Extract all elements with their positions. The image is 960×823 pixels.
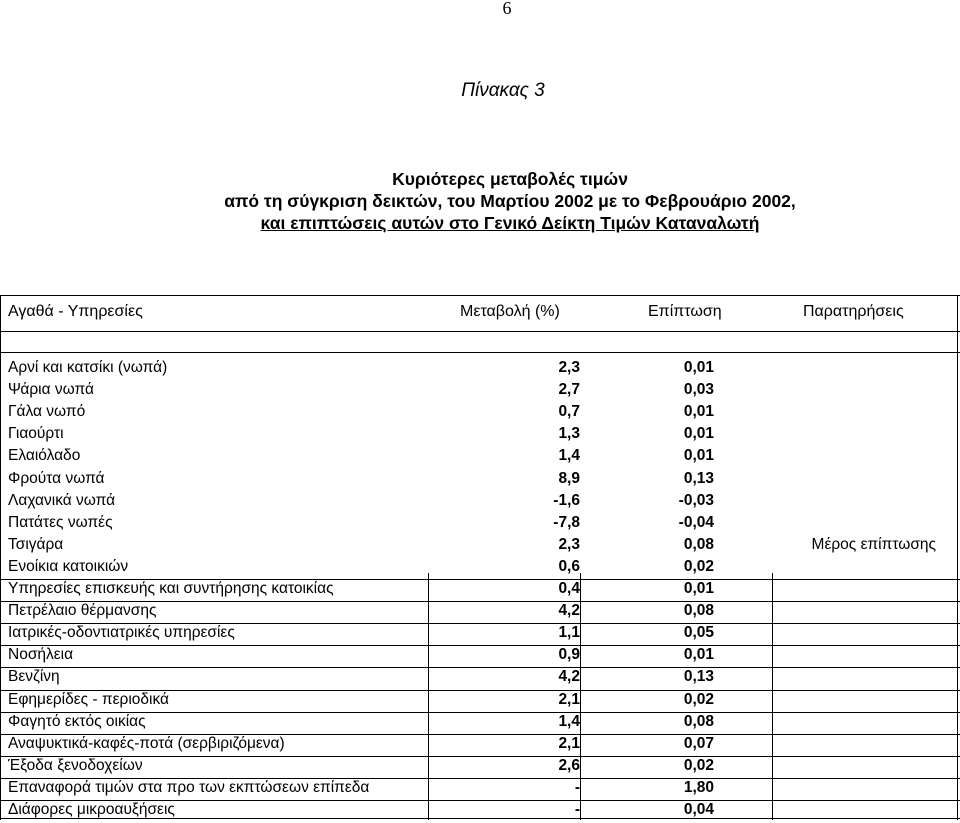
row-item-name: Πατάτες νωπές	[8, 513, 113, 531]
row-change: 0,9	[558, 646, 580, 664]
row-impact: 0,02	[683, 756, 714, 774]
table-row	[0, 713, 960, 735]
row-item-name: Αναψυκτικά-καφές-ποτά (σερβιριζόμενα)	[8, 734, 285, 752]
row-impact: 0,01	[683, 425, 714, 443]
row-change: -	[574, 801, 580, 818]
row-item-name: Φαγητό εκτός οικίας	[8, 712, 146, 730]
row-impact: 0,02	[683, 690, 714, 708]
row-impact: 0,01	[683, 447, 714, 465]
table-row	[0, 735, 960, 757]
table-row	[0, 447, 960, 469]
row-change: 0,4	[558, 580, 580, 597]
row-change: 2,3	[558, 535, 580, 553]
row-impact: 1,80	[683, 778, 714, 796]
row-impact: 0,01	[683, 580, 714, 597]
header-impact: Επίπτωση	[648, 303, 722, 320]
table-row	[0, 470, 960, 492]
row-impact: 0,08	[683, 535, 714, 553]
row-item-name: Πετρέλαιο θέρμανσης	[8, 602, 157, 620]
row-change: -	[574, 778, 580, 796]
header-change: Μεταβολή (%)	[460, 303, 560, 320]
table-top-rule	[0, 295, 960, 296]
table-row	[0, 403, 960, 425]
table-row	[0, 757, 960, 779]
title-line-2: από τη σύγκριση δεικτών, του Μαρτίου 2002 με το Φεβρουάριο 2002,	[224, 191, 796, 211]
row-item-name: Υπηρεσίες επισκευής και συντήρησης κατοικίας	[8, 580, 334, 597]
row-impact: 0,05	[683, 624, 714, 642]
row-impact: 0,04	[683, 801, 714, 818]
table-row	[0, 492, 960, 514]
row-change: 0,7	[558, 403, 580, 421]
row-change: 2,7	[558, 381, 580, 399]
row-change: 1,4	[558, 447, 580, 465]
table-row	[0, 558, 960, 580]
row-impact: 0,03	[683, 381, 714, 399]
row-change: 1,4	[558, 712, 580, 730]
table-row	[0, 359, 960, 381]
table-row	[0, 779, 960, 801]
table-row	[0, 580, 960, 602]
table-row	[0, 381, 960, 403]
row-item-name: Επαναφορά τιμών στα προ των εκπτώσεων επίπεδα	[8, 778, 370, 796]
table-label: Πίνακας 3	[461, 80, 545, 101]
row-impact: -0,03	[678, 491, 714, 509]
row-change: 2,1	[558, 690, 580, 708]
row-note: Μέρος επίπτωσης	[811, 535, 936, 553]
row-change: 0,6	[558, 557, 580, 575]
row-change: 2,6	[558, 756, 580, 774]
title-line-1: Κυριότερες μεταβολές τιμών	[392, 169, 628, 189]
row-item-name: Ψάρια νωπά	[8, 381, 94, 399]
row-impact: 0,13	[683, 469, 714, 487]
row-impact: 0,01	[683, 646, 714, 664]
header-rule-2	[0, 352, 960, 353]
row-item-name: Ιατρικές-οδοντιατρικές υπηρεσίες	[8, 624, 235, 642]
header-item: Αγαθά - Υπηρεσίες	[8, 303, 143, 320]
row-item-name: Εφημερίδες - περιοδικά	[8, 690, 169, 708]
row-item-name: Διάφορες μικροαυξήσεις	[8, 801, 175, 818]
row-item-name: Βενζίνη	[8, 668, 60, 686]
table-title	[0, 168, 960, 234]
row-change: 1,1	[558, 624, 580, 642]
row-change: 2,1	[558, 734, 580, 752]
table-row	[0, 668, 960, 690]
row-item-name: Νοσήλεια	[8, 646, 74, 664]
row-change: 8,9	[558, 469, 580, 487]
table-row	[0, 691, 960, 713]
row-item-name: Έξοδα ξενοδοχείων	[8, 756, 143, 774]
row-impact: 0,08	[683, 602, 714, 620]
table-row	[0, 536, 960, 558]
row-impact: 0,02	[683, 557, 714, 575]
table-row	[0, 646, 960, 668]
row-change: -7,8	[553, 513, 580, 531]
table-row	[0, 514, 960, 536]
row-impact: 0,01	[683, 403, 714, 421]
row-change: 1,3	[558, 425, 580, 443]
row-item-name: Γιαούρτι	[8, 425, 64, 443]
table-row	[0, 602, 960, 624]
title-line-3: και επιπτώσεις αυτών στο Γενικό Δείκτη Τιμών Καταναλωτή	[260, 213, 760, 233]
row-impact: 0,01	[683, 359, 714, 376]
header-rule-1	[0, 331, 960, 332]
row-change: 4,2	[558, 602, 580, 620]
row-item-name: Ελαιόλαδο	[8, 447, 81, 465]
table-row	[0, 425, 960, 447]
row-impact: 0,13	[683, 668, 714, 686]
row-item-name: Ενοίκια κατοικιών	[8, 557, 129, 575]
row-impact: 0,08	[683, 712, 714, 730]
row-item-name: Φρούτα νωπά	[8, 469, 105, 487]
row-change: 4,2	[558, 668, 580, 686]
row-change: -1,6	[553, 491, 580, 509]
row-item-name: Τσιγάρα	[8, 535, 64, 553]
page-number: 6	[502, 0, 512, 18]
row-item-name: Λαχανικά νωπά	[8, 491, 116, 509]
table-bottom-rule	[0, 818, 960, 819]
row-item-name: Αρνί και κατσίκι (νωπά)	[8, 359, 168, 376]
row-item-name: Γάλα νωπό	[8, 403, 86, 421]
row-impact: 0,07	[683, 734, 714, 752]
row-change: 2,3	[558, 359, 580, 376]
header-notes: Παρατηρήσεις	[803, 303, 904, 320]
row-impact: -0,04	[678, 513, 714, 531]
table-row	[0, 624, 960, 646]
